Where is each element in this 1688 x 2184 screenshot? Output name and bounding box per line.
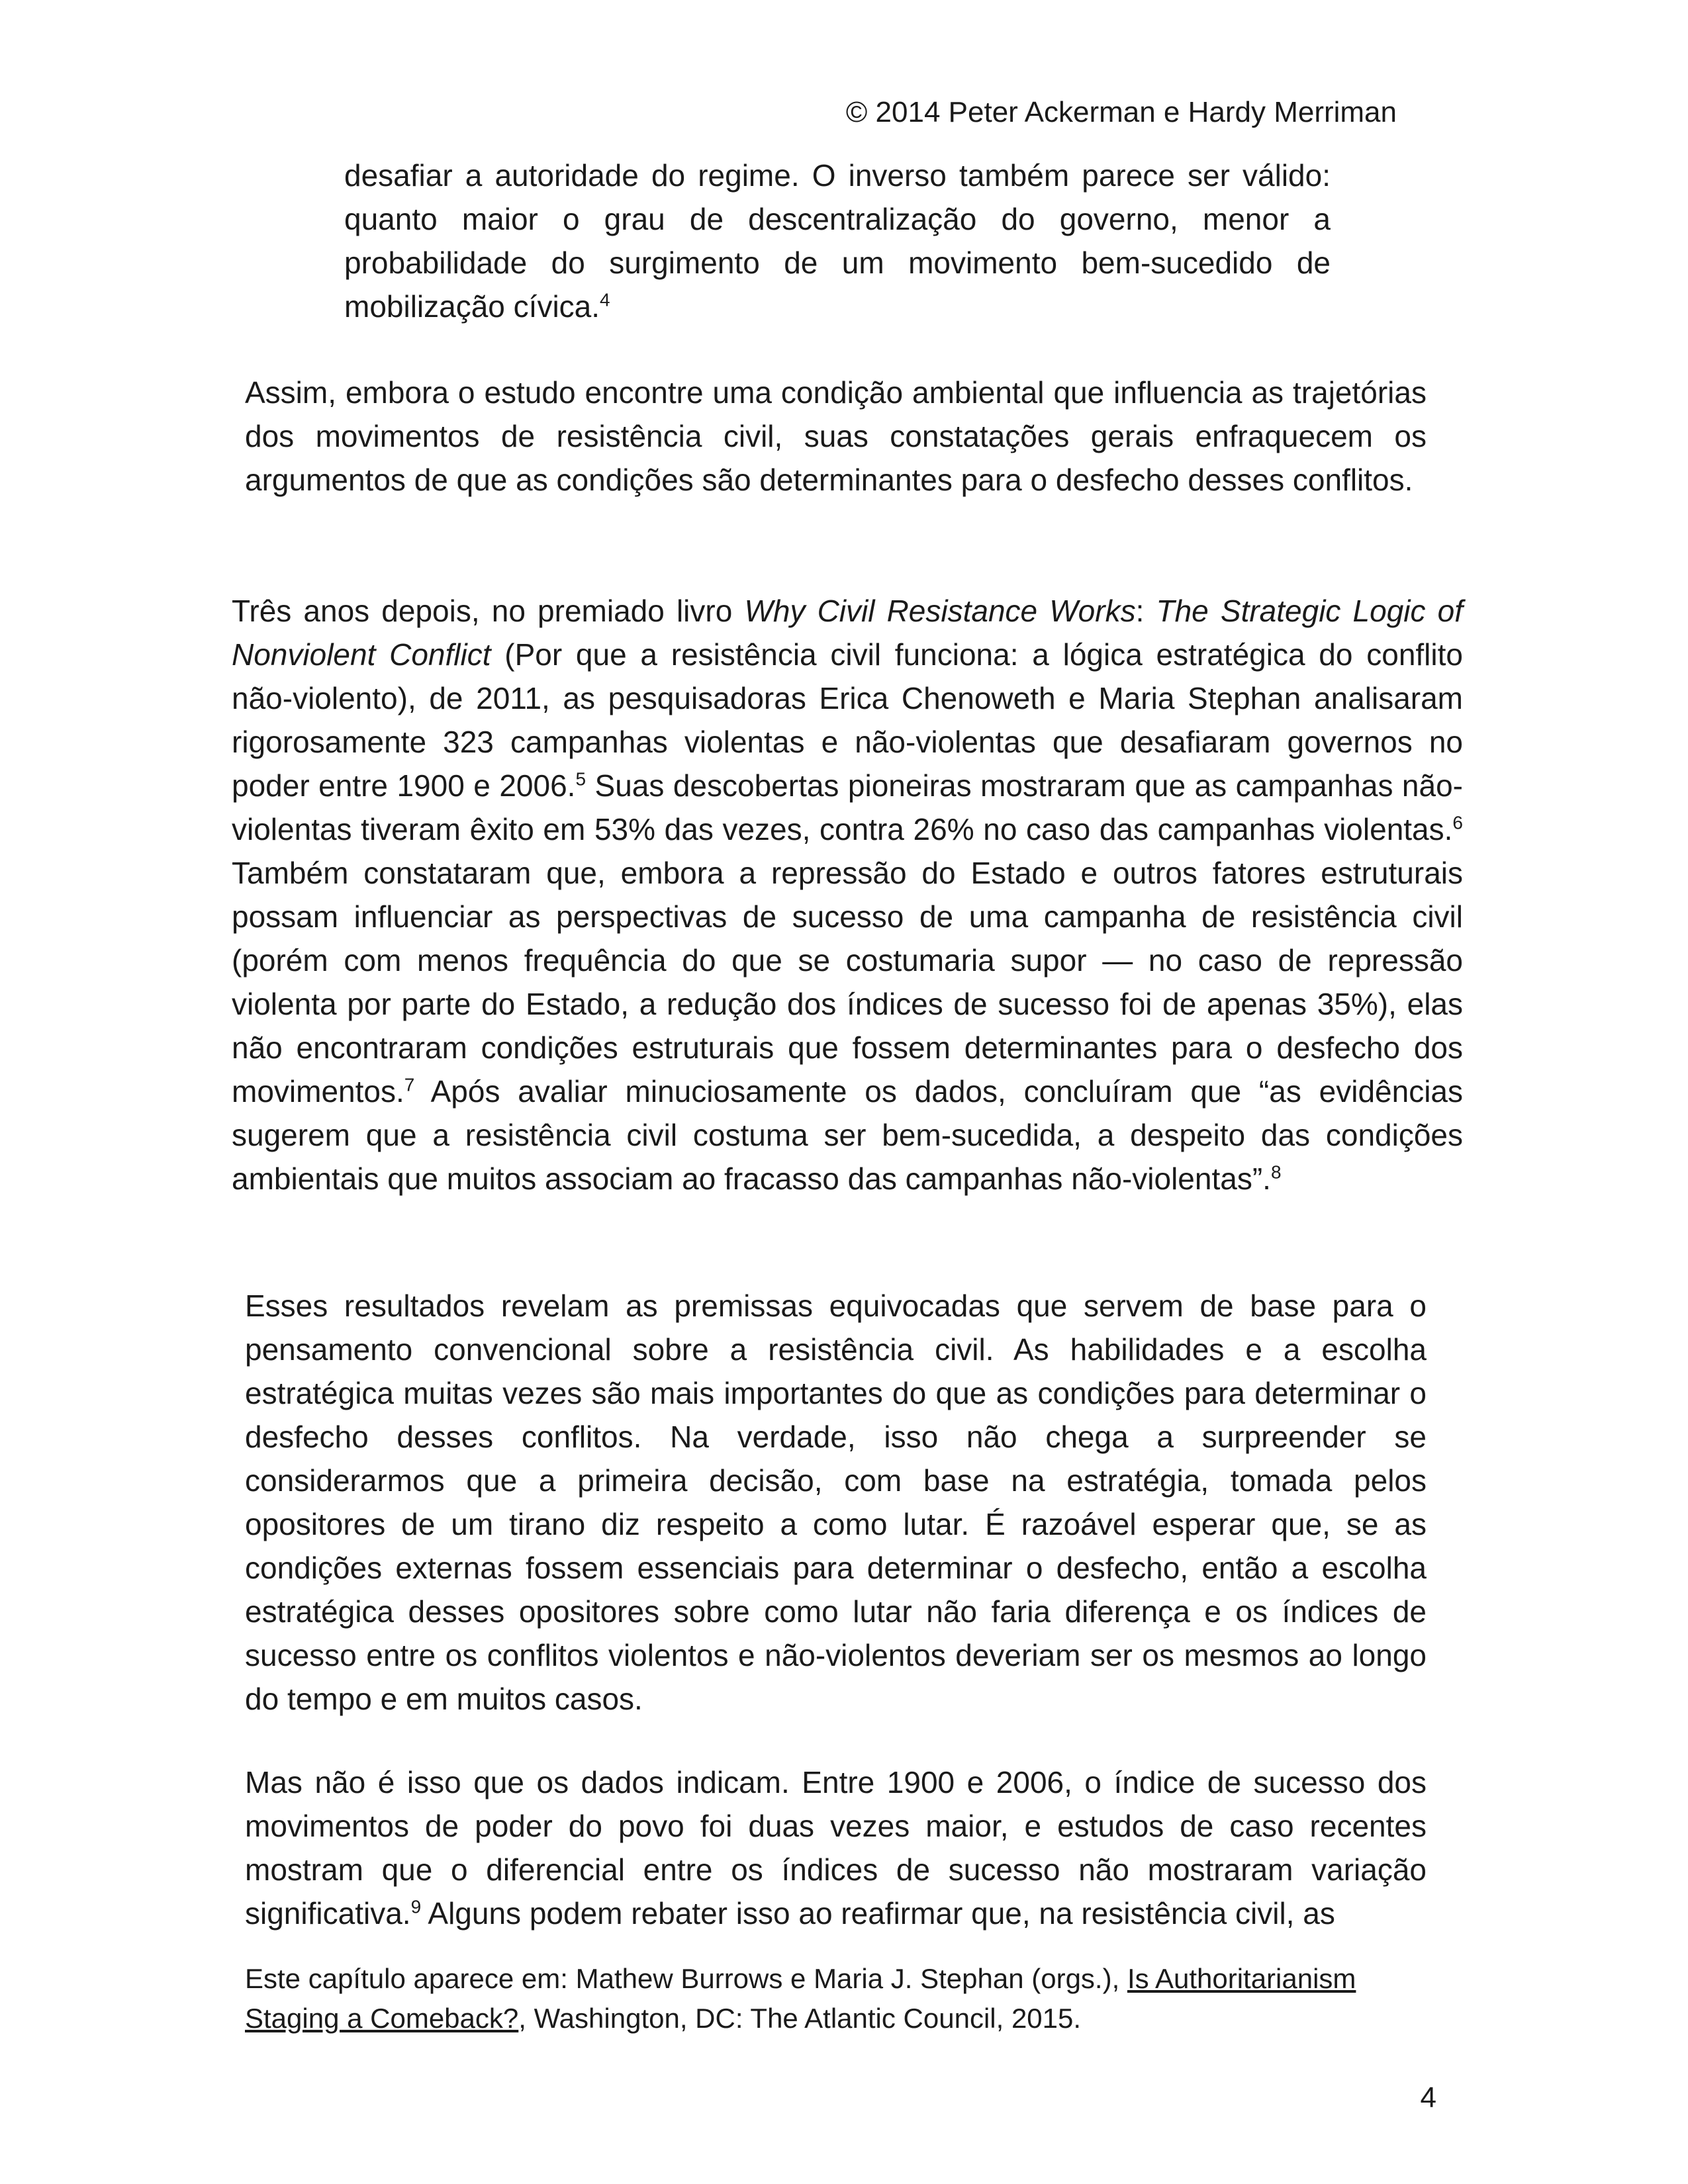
paragraph-continuation (344, 154, 1331, 328)
source-footnote (245, 1959, 1436, 2038)
paragraph-text: Esses resultados revelam as premissas equivocadas que servem de base para o pensamento convencional sobre a resistência civil. As habilidades e a escolha estratégica muitas vezes são mais importantes do que as condições para determinar o desfecho desses conflitos. Na verdade, isso não chega a surpreender se considerarmos que a primeira decisão, com base na estratégia, tomada pelos opositores de um tirano diz respeito a como lutar. É razoável esperar que, se as condições externas fossem essenciais para determinar o desfecho, então a escolha estratégica desses opositores sobre como lutar não faria diferença e os índices de sucesso entre os conflitos violentos e não-violentos deveriam ser os mesmos ao longo do tempo e em muitos casos. (245, 1289, 1427, 1716)
footnote-ref-7: 7 (404, 1074, 415, 1095)
book-title-subtitle: The Strategic Logic of Nonviolent Conflict (232, 594, 1464, 672)
paragraph-data (245, 1760, 1427, 1935)
footnote-ref-9: 9 (410, 1896, 422, 1917)
paragraph-results (245, 1284, 1427, 1721)
footnote-prefix: Este capítulo aparece em: Mathew Burrows e Maria J. Stephan (orgs.), (245, 1963, 1127, 1994)
paragraph-text-lead: Três anos depois, no premiado livro (232, 594, 745, 628)
paragraph-text-seg4: Após avaliar minuciosamente os dados, concluíram que “as evidências sugerem que a resistência civil costuma ser bem-sucedida, a despeito das condições ambientais que muitos associam ao fracasso das campanhas não-violentas”. (232, 1074, 1463, 1196)
page-number: 4 (1420, 2081, 1436, 2114)
copyright-header: © 2014 Peter Ackerman e Hardy Merriman (845, 96, 1397, 128)
footnote-ref-6: 6 (1452, 812, 1463, 833)
title-colon: : (1135, 594, 1156, 628)
paragraph-text-seg3: Também constataram que, embora a repressão do Estado e outros fatores estruturais possam influenciar as perspectivas de sucesso de uma campanha de resistência civil (porém com menos frequência do que se costumaria supor — no caso de repressão violenta por parte do Estado, a redução dos índices de sucesso foi de apenas 35%), elas não encontraram condições estruturais que fossem determinantes para o desfecho dos movimentos. (232, 856, 1463, 1109)
footnote-ref-8: 8 (1270, 1161, 1282, 1183)
paragraph-text-seg2: Suas descobertas pioneiras mostraram que as campanhas não-violentas tiveram êxito em 53% das vezes, contra 26% no caso das campanhas violentas. (232, 768, 1463, 846)
footnote-suffix: , Washington, DC: The Atlantic Council, 2015. (518, 2003, 1082, 2034)
paragraph-text-seg1: (Por que a resistência civil funciona: a lógica estratégica do conflito não-violento), de 2011, as pesquisadoras Erica Chenoweth e Maria Stephan analisaram rigorosamente 323 campanhas violentas e não-violentas que desafiaram governos no poder entre 1900 e 2006. (232, 637, 1463, 803)
footnote-ref-5: 5 (575, 768, 586, 790)
paragraph-text-seg1: Mas não é isso que os dados indicam. Entre 1900 e 2006, o índice de sucesso dos movimentos de poder do povo foi duas vezes maior, e estudos de caso recentes mostram que o diferencial entre os índices de sucesso não mostraram variação significativa. (245, 1765, 1427, 1931)
paragraph-text: desafiar a autoridade do regime. O inverso também parece ser válido: quanto maior o grau de descentralização do governo, menor a probabilidade do surgimento de um movimento bem-sucedido de mobilização cívica. (344, 158, 1331, 324)
paragraph-text-seg2: Alguns podem rebater isso ao reafirmar que, na resistência civil, as (421, 1896, 1335, 1931)
paragraph-chenoweth-stephan (232, 589, 1463, 1201)
publication-link[interactable]: Is Authoritarianism Staging a Comeback? (245, 1963, 1356, 2034)
paragraph-conditions (245, 371, 1427, 502)
paragraph-text: Assim, embora o estudo encontre uma condição ambiental que influencia as trajetórias dos movimentos de resistência civil, suas constatações gerais enfraquecem os argumentos de que as condições são determinantes para o desfecho desses conflitos. (245, 375, 1427, 497)
book-title-main: Why Civil Resistance Works (744, 594, 1136, 628)
footnote-ref-4: 4 (600, 289, 610, 310)
